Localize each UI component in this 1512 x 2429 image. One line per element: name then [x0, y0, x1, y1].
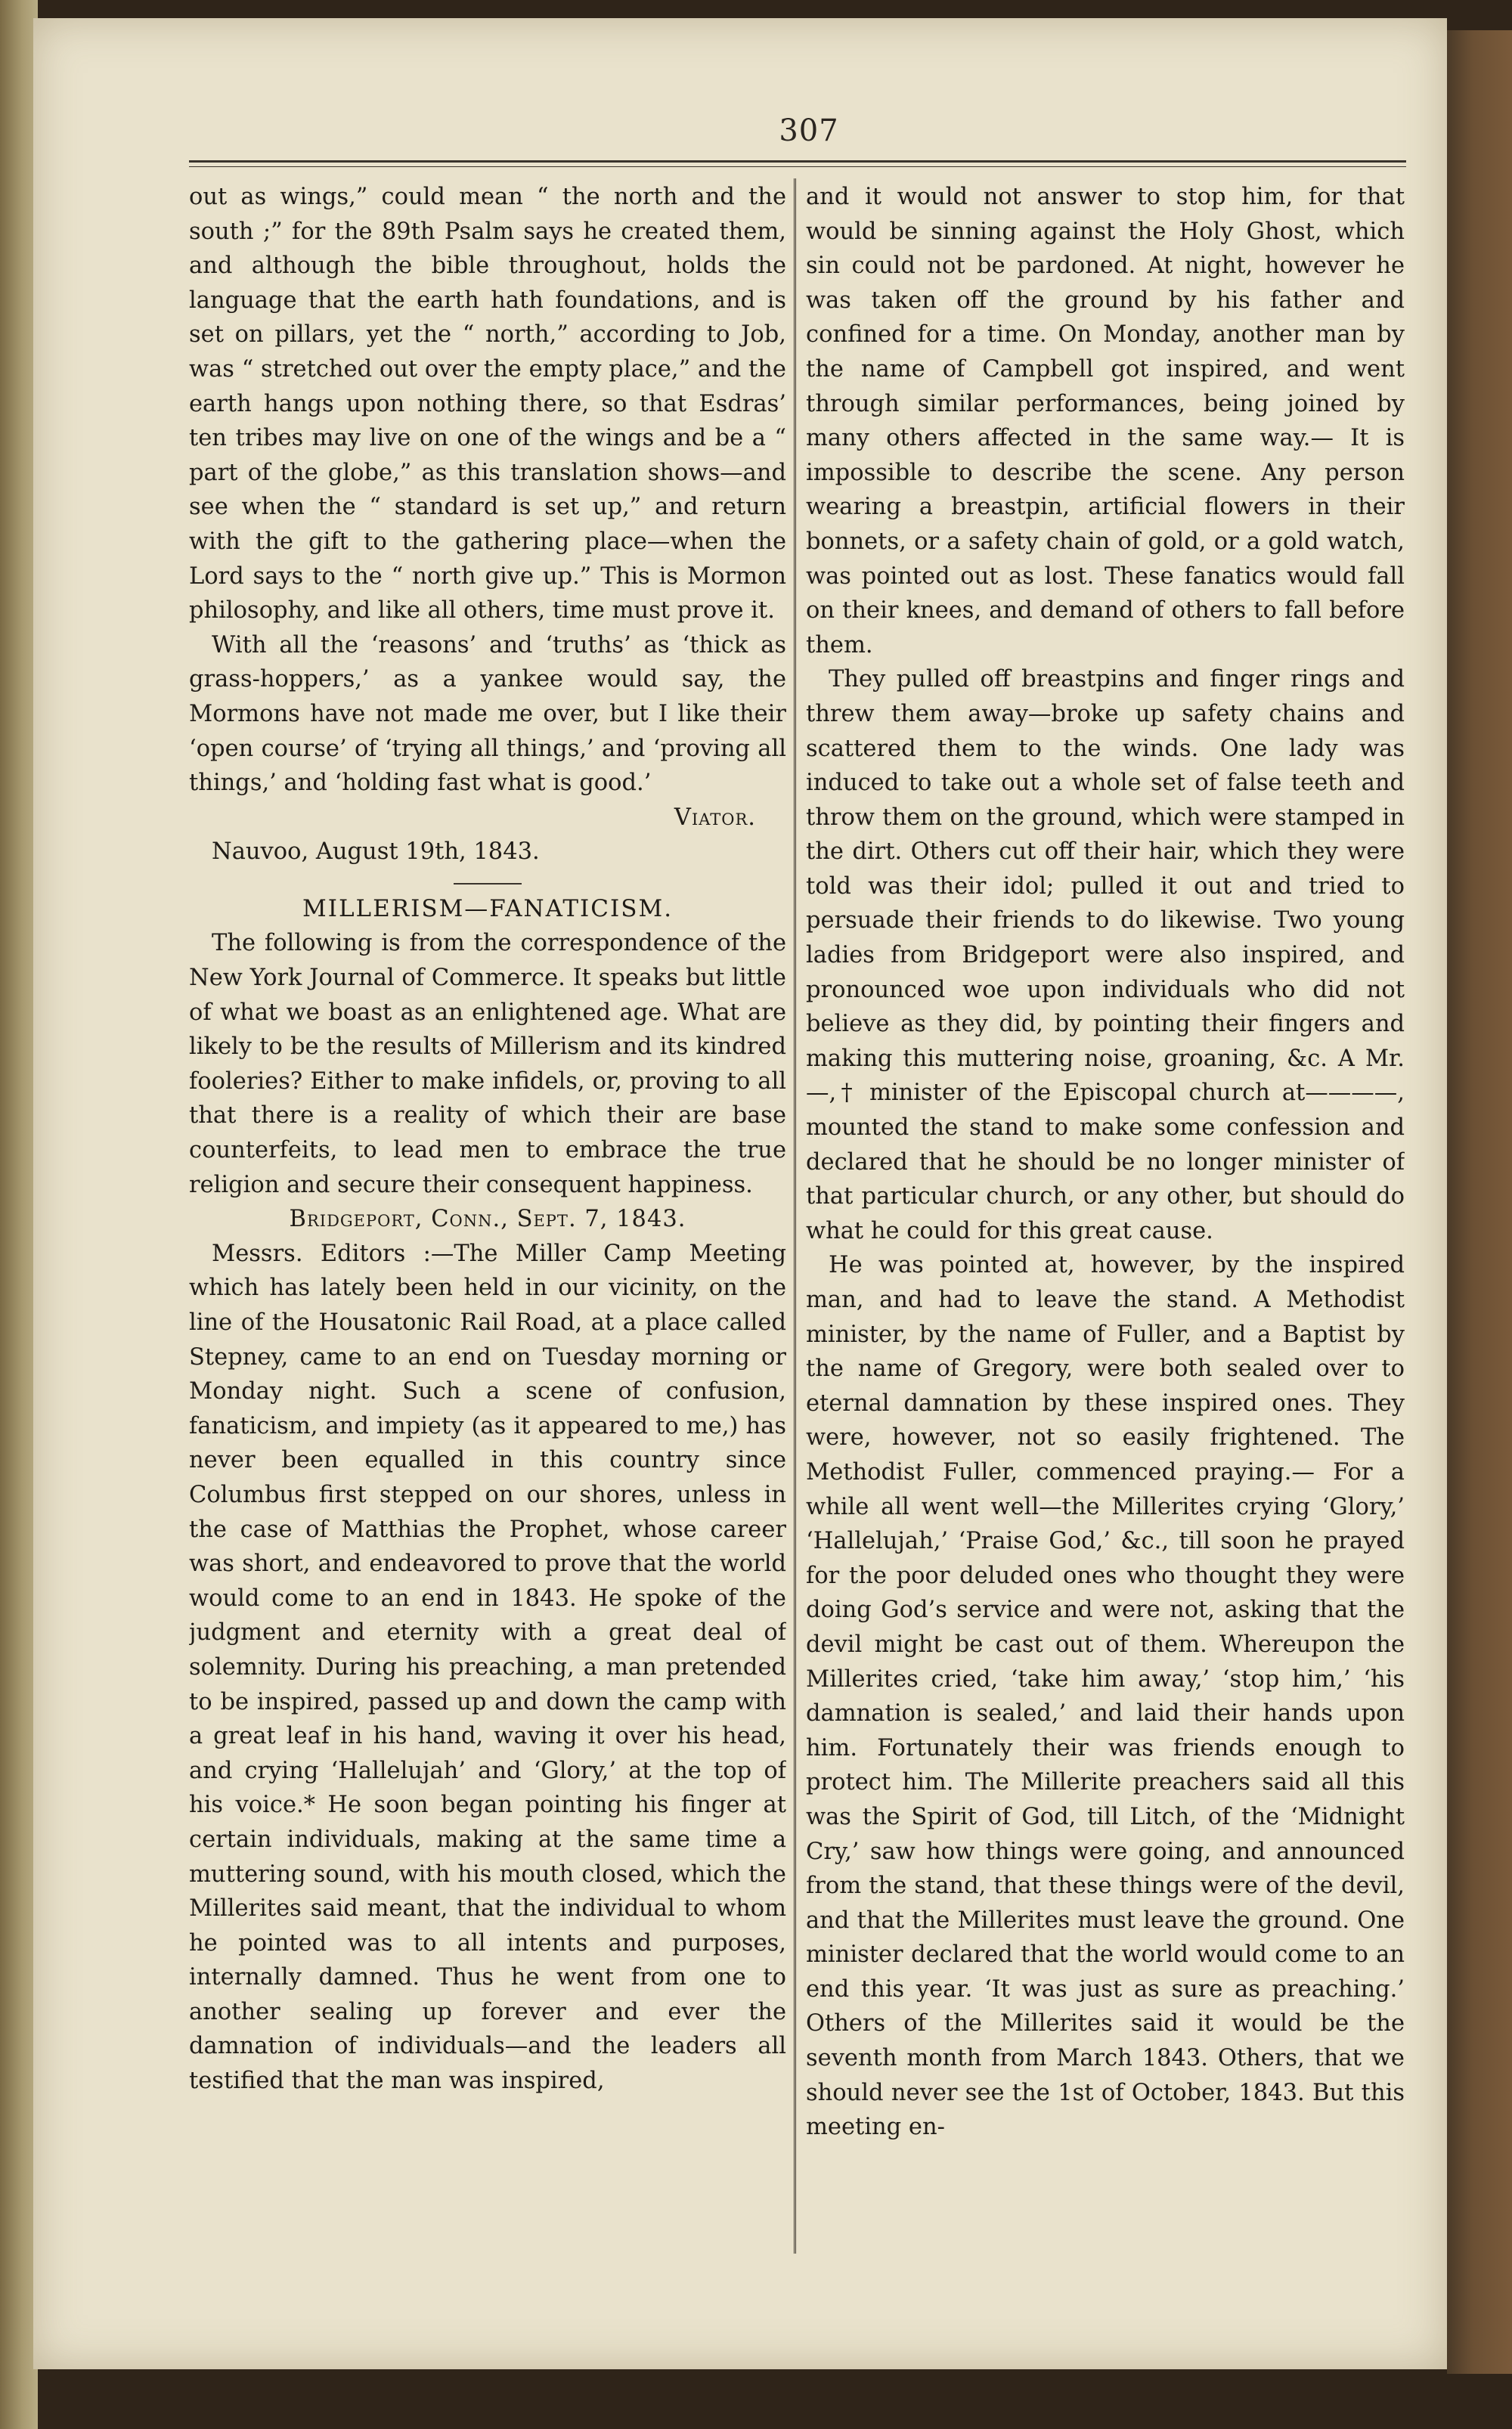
header-rule — [189, 160, 1406, 163]
left-paragraph-1: out as wings,” could mean “ the north and the south ;” for the 89th Psalm says he created them, and although the bible throughout, holds the language that the earth hath foundations, and is set on pillars, yet the “ north,” according to Job, was “ stretched out over the empty place,” and the earth hangs upon nothing there, so that Esdras’ ten tribes may live on one of the wings and be a “ part of the globe,” as this translation shows—and see when the “ standard is set up,” and return with the gift to the gathering place—when the Lord says to the “ north give up.” This is Mormon philosophy, and like all others, time must prove it. — [189, 184, 786, 624]
book-gutter — [0, 0, 38, 2429]
letter-paragraph: Messrs. Editors :—The Miller Camp Meeting which has lately been held in our vicinity, on the line of the Housatonic Rail Road, at a place called Stepney, came to an end on Tuesday morning or Monday night. Such a scene of confusion, fanaticism, and impiety (as it appeared to me,) has never been equalled in this country since Columbus first stepped on our shores, unless in the case of Matthias the Prophet, whose career was short, and endeavored to prove that the world would come to an end in 1843. He spoke of the judgment and eternity with a great deal of solemnity. During his preaching, a man pretended to be inspired, passed up and down the camp with a great leaf in his hand, waving it over his head, and crying ‘Hallelujah’ and ‘Glory,’ at the top of his voice.* He soon began pointing his finger at certain individuals, making at the same time a muttering sound, with his mouth closed, which the Millerites said meant, that the individual to whom he pointed was to all intents and purposes, internally damned. Thus he went from one to another sealing up forever and ever the damnation of individuals—and the leaders all testified that the man was inspired, — [189, 1240, 786, 2095]
right-column — [806, 180, 1405, 2251]
header-rule-thin — [189, 166, 1406, 167]
intro-paragraph: The following is from the correspondence of the New York Journal of Commerce. It speaks but little of what we boast as an enlightened age. What are likely to be the results of Millerism and its kindred fooleries? Either to make infidels, or, proving to all that there is a reality of which their are base counterfeits, to lead men to embrace the true religion and secure their consequent happiness. — [189, 930, 786, 1198]
page-number: 307 — [779, 113, 839, 148]
right-paragraph-1: and it would not answer to stop him, for that would be sinning against the Holy Ghost, which sin could not be pardoned. At night, however he was taken off the ground by his father and confined for a time. On Monday, another man by the name of Campbell got inspired, and went through similar performances, being joined by many others affected in the same way.— It is impossible to describe the scene. Any person wearing a breastpin, artificial flowers in their bonnets, or a safety chain of gold, or a gold watch, was pointed out as lost. These fanatics would fall on their knees, and demand of others to fall before them. — [806, 184, 1405, 658]
dateline: Nauvoo, August 19th, 1843. — [212, 838, 540, 866]
book-edge — [1447, 30, 1512, 2374]
section-rule — [454, 883, 522, 885]
column-divider — [794, 178, 796, 2254]
left-paragraph-2: With all the ‘reasons’ and ‘truths’ as ‘thick as grass-hoppers,’ as a yankee would say, the Mormons have not made me over, but I like their ‘open course’ of ‘trying all things,’ and ‘proving all things,’ and ‘holding fast what is good.’ — [189, 631, 786, 797]
letter-dateline: Bridgeport, Conn., Sept. 7, 1843. — [289, 1206, 686, 1233]
article-heading: MILLERISM—FANATICISM. — [302, 894, 674, 922]
right-paragraph-2: They pulled off breastpins and finger rings and threw them away—broke up safety chains and scattered them to the winds. One lady was induced to take out a whole set of false teeth and throw them on the ground, which were stamped in the dirt. Others cut off their hair, which they were told was their idol; pulled it out and tried to persuade their friends to do likewise. Two young ladies from Bridgeport were also inspired, and pronounced woe upon individuals who did not believe as they did, by pointing their fingers and making this muttering noise, groaning, &c. A Mr.—,† minister of the Episcopal church at————, mounted the stand to make some confession and declared that he should be no longer minister of that particular church, or any other, but should do what he could for this great cause. — [806, 666, 1405, 1244]
left-column — [189, 180, 786, 2251]
right-paragraph-3: He was pointed at, however, by the inspired man, and had to leave the stand. A Methodist minister, by the name of Fuller, and a Baptist by the name of Gregory, were both sealed over to eternal damnation by these inspired ones. They were, however, not so easily frightened. The Methodist Fuller, commenced praying.— For a while all went well—the Millerites crying ‘Glory,’ ‘Hallelujah,’ ‘Praise God,’ &c., till soon he prayed for the poor deluded ones who thought they were doing God’s service and were not, asking that the devil might be cast out of them. Whereupon the Millerites cried, ‘take him away,’ ‘stop him,’ ‘his damnation is sealed,’ and laid their hands upon him. Fortunately their was friends enough to protect him. The Millerite preachers said all this was the Spirit of God, till Litch, of the ‘Midnight Cry,’ saw how things were going, and announced from the stand, that these things were of the devil, and that the Millerites must leave the ground. One minister declared that the world would come to an end this year. ‘It was just as sure as preaching.’ Others of the Millerites said it would be the seventh month from March 1843. Others, that we should never see the 1st of October, 1843. But this meeting en- — [806, 1252, 1405, 2141]
signature: Viator. — [674, 804, 756, 831]
